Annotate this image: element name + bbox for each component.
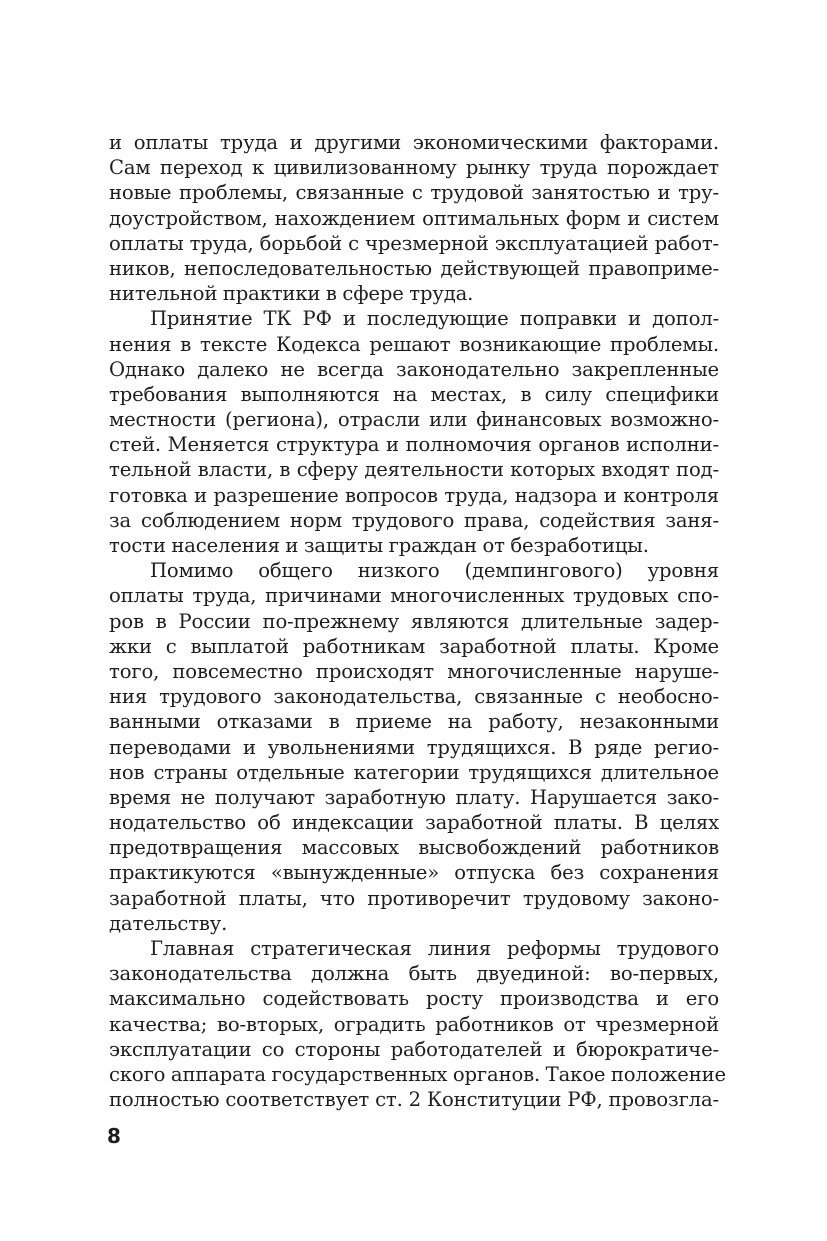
- paragraph-1: [109, 130, 719, 306]
- text-line: предотвращения массовых высвобождений работников: [109, 836, 719, 860]
- text-line: за соблюдением норм трудового права, содействия заня-: [109, 508, 719, 532]
- paragraph-4: [109, 936, 726, 1112]
- text-line: новые проблемы, связанные с трудовой занятостью и тру-: [109, 181, 719, 205]
- text-line: нения в тексте Кодекса решают возникающие проблемы.: [109, 332, 719, 356]
- text-line: местности (региона), отрасли или финансовых возможно-: [109, 408, 719, 432]
- text-line: тельной власти, в сферу деятельности которых входят под-: [109, 458, 719, 482]
- text-line: нительной практики в сфере труда.: [109, 282, 474, 306]
- text-line: качества; во-вторых, оградить работников от чрезмерной: [109, 1012, 719, 1036]
- paragraph-3: [109, 558, 719, 936]
- text-line: оплаты труда, борьбой с чрезмерной эксплуатацией работ-: [109, 231, 719, 255]
- text-line: полностью соответствует ст. 2 Конституции РФ, провозгла-: [109, 1088, 719, 1112]
- text-line: эксплуатации со стороны работодателей и бюрократиче-: [109, 1037, 719, 1061]
- paragraph-2: [109, 306, 719, 558]
- text-line: максимально содействовать росту производства и его: [109, 987, 719, 1011]
- text-line: готовка и разрешение вопросов труда, надзора и контроля: [109, 483, 719, 507]
- text-line: ния трудового законодательства, связанные с необосно-: [109, 685, 719, 709]
- text-line: переводами и увольнениями трудящихся. В ряде регио-: [109, 735, 719, 759]
- text-line: того, повсеместно происходят многочисленные наруше-: [109, 659, 719, 683]
- text-line: требования выполняются на местах, в силу специфики: [109, 382, 719, 406]
- text-line: нов страны отдельные категории трудящихся длительное: [109, 760, 719, 784]
- text-line: дательству.: [109, 911, 228, 935]
- text-line: Главная стратегическая линия реформы трудового: [150, 937, 719, 960]
- text-line: Сам переход к цивилизованному рынку труда порождает: [109, 156, 719, 180]
- text-line: и оплаты труда и другими экономическими факторами.: [109, 131, 719, 154]
- text-line: ванными отказами в приеме на работу, незаконными: [109, 710, 719, 734]
- text-line: ров в России по-прежнему являются длительные задер-: [109, 609, 719, 633]
- page-number: 8: [107, 1124, 121, 1148]
- text-line: ников, непоследовательностью действующей правоприме-: [109, 256, 719, 280]
- text-line: ского аппарата государственных органов. Такое положение: [109, 1062, 726, 1086]
- text-line: Однако далеко не всегда законодательно закрепленные: [109, 357, 719, 381]
- text-line: Помимо общего низкого (демпингового) уровня: [150, 559, 719, 583]
- text-line: практикуются «вынужденные» отпуска без сохранения: [109, 861, 719, 885]
- text-line: доустройством, нахождением оптимальных форм и систем: [109, 206, 719, 230]
- text-line: заработной платы, что противоречит трудовому законо-: [109, 886, 719, 910]
- text-line: Принятие ТК РФ и последующие поправки и допол-: [150, 307, 719, 331]
- body-text: [109, 130, 726, 1112]
- text-line: стей. Меняется структура и полномочия органов исполни-: [109, 433, 719, 457]
- text-line: жки с выплатой работникам заработной платы. Кроме: [109, 634, 719, 658]
- text-line: тости населения и защиты граждан от безработицы.: [109, 534, 649, 557]
- text-line: время не получают заработную плату. Нарушается зако-: [109, 785, 719, 809]
- text-line: нодательство об индексации заработной платы. В целях: [109, 811, 719, 835]
- text-line: оплаты труда, причинами многочисленных трудовых спо-: [109, 584, 719, 608]
- text-line: законодательства должна быть двуединой: во-первых,: [109, 962, 719, 986]
